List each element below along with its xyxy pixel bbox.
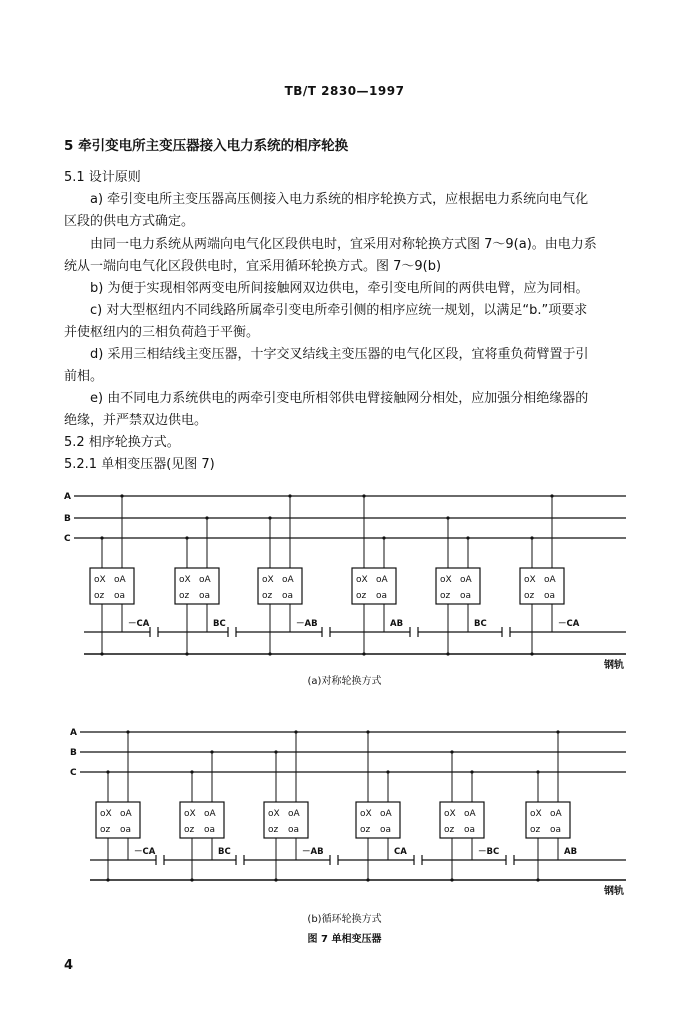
bus-junction	[268, 516, 271, 519]
terminal-a-small-label: oa	[460, 591, 472, 601]
terminal-z-label: oz	[262, 591, 273, 601]
bus-label-b: B	[64, 514, 71, 524]
bus-junction	[386, 770, 389, 773]
rail-junction	[536, 878, 539, 881]
terminal-a-small-label: oa	[282, 591, 294, 601]
figure-a-caption: (a)对称轮换方式	[307, 676, 382, 687]
bus-junction	[185, 536, 188, 539]
bus-junction	[100, 536, 103, 539]
bus-label-a: A	[64, 492, 71, 502]
paragraph-a-line2: 区段的供电方式确定。	[64, 214, 195, 229]
bus-label-b: B	[70, 748, 77, 758]
terminal-a-small-label: oa	[380, 825, 392, 835]
terminal-z-label: oz	[179, 591, 190, 601]
bus-junction	[205, 516, 208, 519]
bus-junction	[294, 730, 297, 733]
neutral-section-gap	[150, 630, 158, 634]
subsection-heading-5-1: 5.1 设计原则	[64, 170, 141, 185]
bus-junction	[366, 730, 369, 733]
rail-junction	[106, 878, 109, 881]
section-label: BC	[218, 847, 231, 857]
section-label: BC	[213, 619, 226, 629]
figure-b-diagram	[0, 718, 689, 898]
paragraph-c-line2: 并使枢纽内的三相负荷趋于平衡。	[64, 325, 260, 340]
figure-7-caption: 图 7 单相变压器	[307, 934, 382, 945]
bus-junction	[190, 770, 193, 773]
terminal-a-label: oA	[464, 809, 476, 819]
terminal-a-label: oA	[204, 809, 216, 819]
paragraph-a-line1: a) 牵引变电所主变压器高压侧接入电力系统的相序轮换方式，应根据电力系统向电气化	[90, 192, 589, 207]
bus-junction	[120, 494, 123, 497]
bus-junction	[106, 770, 109, 773]
bus-junction	[382, 536, 385, 539]
neutral-section-gap	[236, 858, 244, 862]
neutral-section-gap	[228, 630, 236, 634]
rail-label: 钢轨	[604, 886, 624, 897]
neutral-section-gap	[330, 858, 338, 862]
section-label: －BC	[478, 847, 500, 857]
section-label: CA	[394, 847, 407, 857]
paragraph-main-line1: 由同一电力系统从两端向电气化区段供电时，宜采用对称轮换方式图 7～9(a)。由电力系	[90, 237, 597, 252]
terminal-a-label: oA	[460, 575, 472, 585]
bus-label-c: C	[64, 534, 71, 544]
rail-label: 钢轨	[604, 660, 624, 671]
rail-junction	[362, 652, 365, 655]
terminal-z-label: oz	[530, 825, 541, 835]
bus-label-a: A	[70, 728, 77, 738]
terminal-a-label: oA	[544, 575, 556, 585]
terminal-x-label: oX	[184, 809, 196, 819]
terminal-a-label: oA	[376, 575, 388, 585]
terminal-a-label: oA	[288, 809, 300, 819]
section-label: AB	[390, 619, 404, 629]
figure-a-diagram	[0, 480, 689, 680]
terminal-z-label: oz	[440, 591, 451, 601]
terminal-x-label: oX	[440, 575, 452, 585]
terminal-z-label: oz	[94, 591, 105, 601]
terminal-z-label: oz	[524, 591, 535, 601]
terminal-a-small-label: oa	[544, 591, 556, 601]
terminal-a-small-label: oa	[204, 825, 216, 835]
terminal-x-label: oX	[100, 809, 112, 819]
terminal-x-label: oX	[179, 575, 191, 585]
section-title: 5 牵引变电所主变压器接入电力系统的相序轮换	[64, 138, 349, 154]
paragraph-e-line2: 绝缘，并严禁双边供电。	[64, 413, 208, 428]
rail-junction	[268, 652, 271, 655]
paragraph-main-line2: 统从一端向电气化区段供电时，宜采用循环轮换方式。图 7～9(b)	[64, 259, 442, 274]
section-label: BC	[474, 619, 487, 629]
neutral-section-gap	[414, 858, 422, 862]
rail-junction	[446, 652, 449, 655]
terminal-z-label: oz	[184, 825, 195, 835]
paragraph-b: b) 为便于实现相邻两变电所间接触网双边供电，牵引变电所间的两供电臂，应为同相。	[90, 281, 589, 296]
neutral-section-gap	[322, 630, 330, 634]
paragraph-d-line2: 前相。	[64, 369, 104, 384]
terminal-a-small-label: oa	[288, 825, 300, 835]
bus-junction	[362, 494, 365, 497]
subsection-heading-5-2: 5.2 相序轮换方式。	[64, 435, 180, 450]
terminal-z-label: oz	[100, 825, 111, 835]
paragraph-c-line1: c) 对大型枢纽内不同线路所属牵引变电所牵引侧的相序应统一规划，以满足“b.”项要求	[90, 303, 588, 318]
section-label: －CA	[558, 619, 580, 629]
terminal-x-label: oX	[268, 809, 280, 819]
section-label: －CA	[128, 619, 150, 629]
terminal-z-label: oz	[268, 825, 279, 835]
bus-junction	[288, 494, 291, 497]
paragraph-d-line1: d) 采用三相结线主变压器，十字交叉结线主变压器的电气化区段，宜将重负荷臂置于引	[90, 347, 589, 362]
rail-junction	[185, 652, 188, 655]
bus-junction	[470, 770, 473, 773]
terminal-a-label: oA	[282, 575, 294, 585]
terminal-z-label: oz	[356, 591, 367, 601]
rail-junction	[100, 652, 103, 655]
terminal-z-label: oz	[444, 825, 455, 835]
bus-junction	[556, 730, 559, 733]
rail-junction	[190, 878, 193, 881]
page-number: 4	[64, 958, 74, 973]
section-label: AB	[564, 847, 578, 857]
bus-junction	[530, 536, 533, 539]
neutral-section-gap	[506, 858, 514, 862]
terminal-x-label: oX	[524, 575, 536, 585]
bus-junction	[536, 770, 539, 773]
terminal-a-small-label: oa	[464, 825, 476, 835]
terminal-a-small-label: oa	[550, 825, 562, 835]
bus-junction	[274, 750, 277, 753]
neutral-section-gap	[502, 630, 510, 634]
rail-junction	[530, 652, 533, 655]
bus-junction	[210, 750, 213, 753]
terminal-x-label: oX	[356, 575, 368, 585]
terminal-x-label: oX	[94, 575, 106, 585]
terminal-a-small-label: oa	[199, 591, 211, 601]
terminal-a-small-label: oa	[376, 591, 388, 601]
terminal-a-label: oA	[380, 809, 392, 819]
bus-junction	[550, 494, 553, 497]
paragraph-e-line1: e) 由不同电力系统供电的两牵引变电所相邻供电臂接触网分相处，应加强分相绝缘器的	[90, 391, 589, 406]
terminal-z-label: oz	[360, 825, 371, 835]
neutral-section-gap	[410, 630, 418, 634]
terminal-x-label: oX	[444, 809, 456, 819]
terminal-a-small-label: oa	[114, 591, 126, 601]
bus-junction	[466, 536, 469, 539]
bus-junction	[126, 730, 129, 733]
terminal-x-label: oX	[262, 575, 274, 585]
terminal-a-label: oA	[120, 809, 132, 819]
terminal-x-label: oX	[530, 809, 542, 819]
terminal-a-small-label: oa	[120, 825, 132, 835]
neutral-section-gap	[156, 858, 164, 862]
bus-label-c: C	[70, 768, 77, 778]
rail-junction	[450, 878, 453, 881]
subsection-heading-5-2-1: 5.2.1 单相变压器(见图 7)	[64, 457, 215, 472]
section-label: －CA	[134, 847, 156, 857]
rail-junction	[366, 878, 369, 881]
terminal-a-label: oA	[114, 575, 126, 585]
figure-b-caption: (b)循环轮换方式	[307, 914, 382, 925]
page-header: TB/T 2830—1997	[284, 84, 405, 98]
terminal-a-label: oA	[199, 575, 211, 585]
bus-junction	[446, 516, 449, 519]
terminal-a-label: oA	[550, 809, 562, 819]
section-label: －AB	[296, 619, 318, 629]
section-label: －AB	[302, 847, 324, 857]
bus-junction	[450, 750, 453, 753]
rail-junction	[274, 878, 277, 881]
terminal-x-label: oX	[360, 809, 372, 819]
